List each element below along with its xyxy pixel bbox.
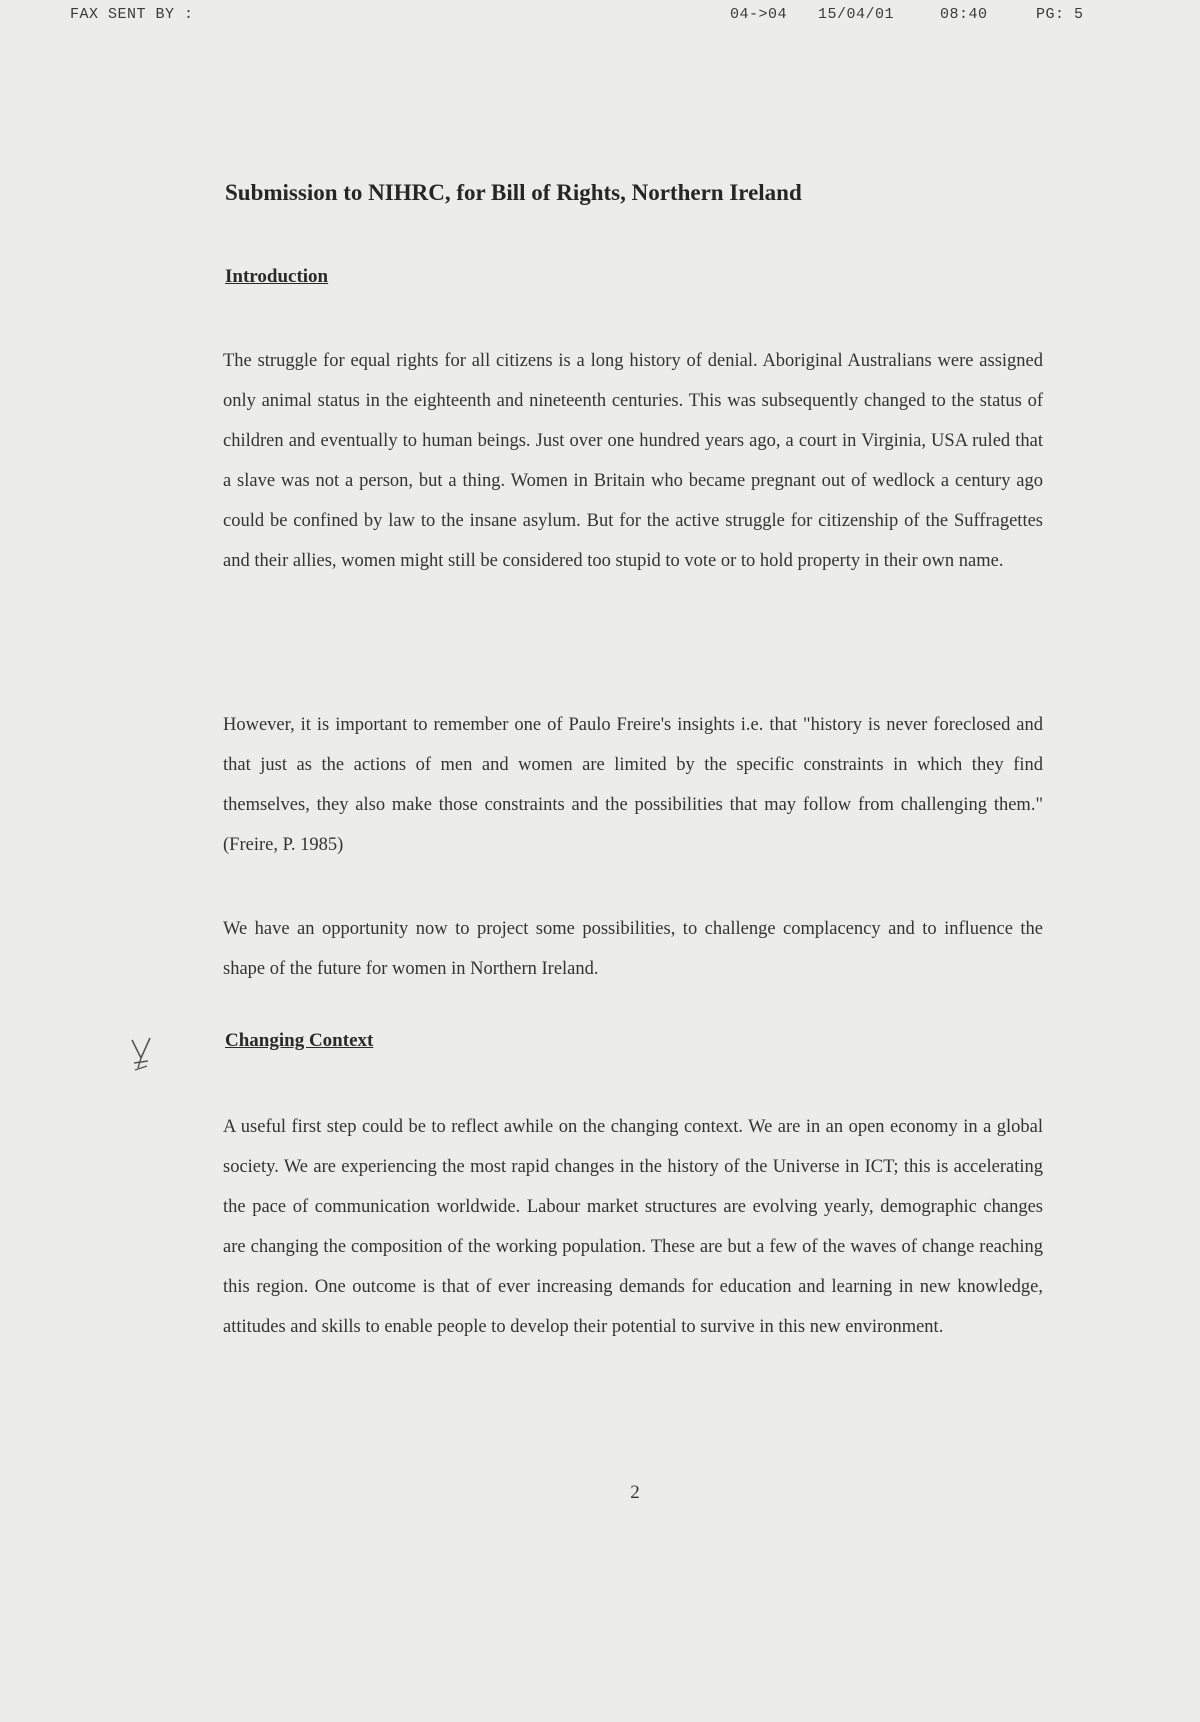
fax-time: 08:40 [940, 6, 988, 23]
intro-paragraph-1: The struggle for equal rights for all citizens is a long history of denial. Aboriginal Australians were assigned only animal status in the eighteenth and nineteenth centuries. This was subsequently changed to the status of children and eventually to human beings. Just over one hundred years ago, a court in Virginia, USA ruled that a slave was not a person, but a thing. Women in Britain who became pregnant out of wedlock a century ago could be confined by law to the insane asylum. But for the active struggle for citizenship of the Suffragettes and their allies, women might still be considered too stupid to vote or to hold property in their own name. [223, 351, 1043, 571]
fax-date: 15/04/01 [818, 6, 895, 23]
page-number: 2 [630, 1482, 640, 1503]
fax-route: 04->04 [730, 6, 788, 23]
fax-sent-by: FAX SENT BY : [70, 6, 194, 23]
section-heading-introduction: Introduction [225, 266, 329, 287]
document-title: Submission to NIHRC, for Bill of Rights, Northern Ireland [225, 180, 802, 205]
intro-paragraph-2: However, it is important to remember one of Paulo Freire's insights i.e. that "history is never foreclosed and that just as the actions of men and women are limited by the specific constraints in which they find themselves, they also make those constraints and the possibilities that may follow from challenging them." (Freire, P. 1985) [223, 715, 1043, 855]
fax-page: PG: 5 [1036, 6, 1084, 23]
handwritten-margin-mark [128, 1036, 154, 1076]
intro-paragraph-3: We have an opportunity now to project some possibilities, to challenge complacency and to influence the shape of the future for women in Northern Ireland. [223, 919, 1043, 979]
section-heading-changing-context: Changing Context [225, 1030, 374, 1051]
context-paragraph-1: A useful first step could be to reflect awhile on the changing context. We are in an open economy in a global society. We are experiencing the most rapid changes in the history of the Universe in ICT; this is accelerating the pace of communication worldwide. Labour market structures are evolving yearly, demographic changes are changing the composition of the working population. These are but a few of the waves of change reaching this region. One outcome is that of ever increasing demands for education and learning in new knowledge, attitudes and skills to enable people to develop their potential to survive in this new environment. [223, 1117, 1043, 1337]
fax-header [0, 4, 1200, 28]
